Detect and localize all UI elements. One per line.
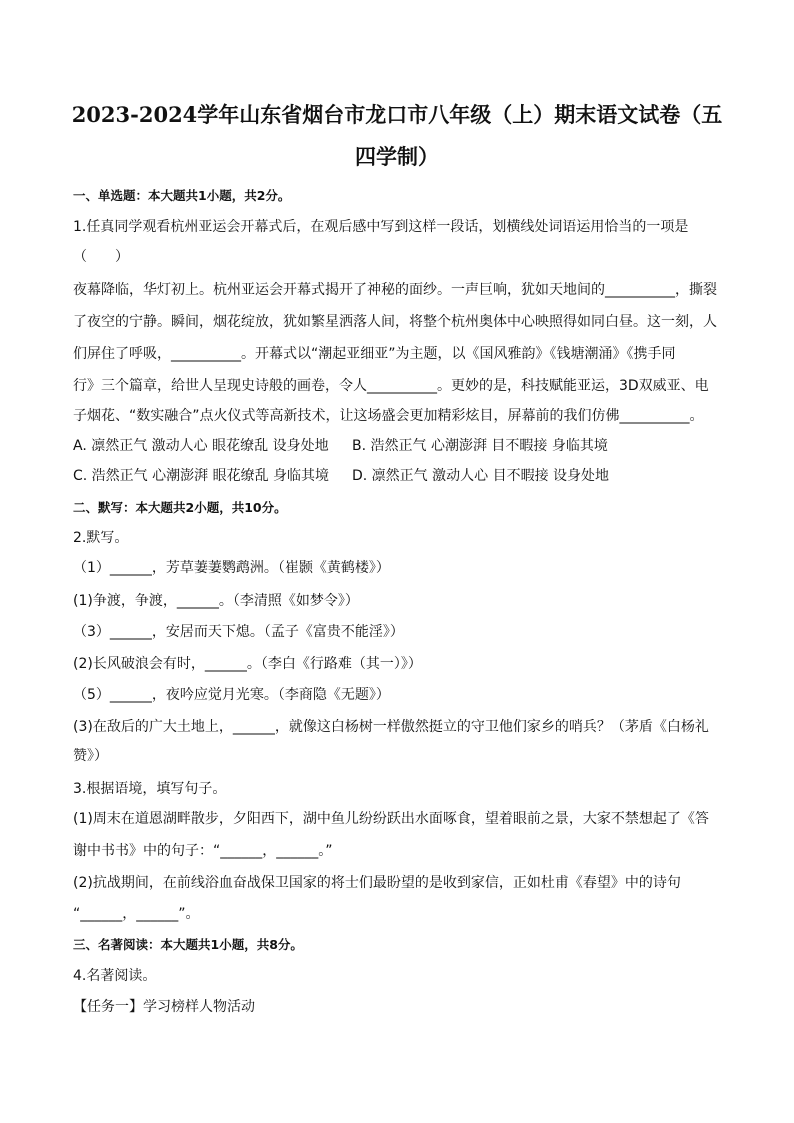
dictation-line: (3)在敌后的广大土地上，______，就像这白杨树一样傲然挺立的守卫他们家乡的哨兵？（茅盾《白杨礼 [73, 719, 709, 735]
exam-title-line-1: 2023-2024学年山东省烟台市龙口市八年级（上）期末语文试卷（五 [71, 102, 723, 127]
dictation-line-continued: 赞》） [73, 748, 108, 764]
question-4-heading: 4.名著阅读。 [73, 968, 157, 984]
context-line: (1)周末在道恩湖畔散步，夕阳西下，湖中鱼儿纷纷跃出水面啄食，望着眼前之景，大家不禁想起了《答 [73, 811, 709, 827]
option-d[interactable]: D. 凛然正气 激动人心 目不暇接 设身处地 [352, 468, 610, 484]
section-heading-dictation: 二、默写：本大题共2小题，共10分。 [73, 500, 287, 515]
dictation-line: (2)长风破浪会有时，______。（李白《行路难（其一）》） [73, 656, 422, 672]
option-b[interactable]: B. 浩然正气 心潮澎湃 目不暇接 身临其境 [352, 438, 608, 454]
passage-line: 子烟花、“数实融合”点火仪式等高新技术，让这场盛会更加精彩炫目，屏幕前的我们仿佛__________。 [73, 408, 704, 424]
section-heading-single-choice: 一、单选题：本大题共1小题，共2分。 [73, 188, 291, 203]
question-1-stem: 1.任真同学观看杭州亚运会开幕式后，在观后感中写到这样一段话，划横线处词语运用恰当的一项是 [73, 219, 689, 235]
question-2-heading: 2.默写。 [73, 530, 129, 546]
exam-title-line-2: 四学制） [355, 144, 439, 169]
passage-line: 夜幕降临，华灯初上。杭州亚运会开幕式揭开了神秘的面纱。一声巨响，犹如天地间的__________，撕裂 [73, 282, 717, 298]
option-a[interactable]: A. 凛然正气 激动人心 眼花缭乱 设身处地 [73, 438, 329, 454]
dictation-line: (1)争渡，争渡，______。（李清照《如梦令》） [73, 593, 359, 609]
context-line-continued: “______，______”。 [73, 906, 200, 922]
question-1-bracket: （ ） [73, 249, 129, 265]
dictation-line: （3）______，安居而天下熄。（孟子《富贵不能淫》） [73, 624, 404, 640]
context-line-continued: 谢中书书》中的句子：“______，______。” [73, 843, 333, 859]
passage-line: 们屏住了呼吸，__________。开幕式以“潮起亚细亚”为主题，以《国风雅韵》《钱塘潮涌》《携手同 [73, 346, 676, 362]
passage-line: 行》三个篇章，给世人呈现史诗般的画卷，令人__________。更妙的是，科技赋能亚运，3D双威亚、电 [73, 378, 709, 394]
section-heading-classics-reading: 三、名著阅读：本大题共1小题，共8分。 [73, 937, 303, 952]
context-line: (2)抗战期间，在前线浴血奋战保卫国家的将士们最盼望的是收到家信，正如杜甫《春望》中的诗句 [73, 875, 681, 891]
option-c[interactable]: C. 浩然正气 心潮澎湃 眼花缭乱 身临其境 [73, 468, 330, 484]
question-3-heading: 3.根据语境，填写句子。 [73, 781, 227, 797]
passage-line: 了夜空的宁静。瞬间，烟花绽放，犹如繁星洒落人间，将整个杭州奥体中心映照得如同白昼。这一刻，人 [73, 314, 717, 330]
dictation-line: （5）______，夜吟应觉月光寒。（李商隐《无题》） [73, 687, 390, 703]
dictation-line: （1）______，芳草萋萋鹦鹉洲。（崔颢《黄鹤楼》） [73, 560, 390, 576]
task-one-label: 【任务一】学习榜样人物活动 [73, 999, 255, 1015]
